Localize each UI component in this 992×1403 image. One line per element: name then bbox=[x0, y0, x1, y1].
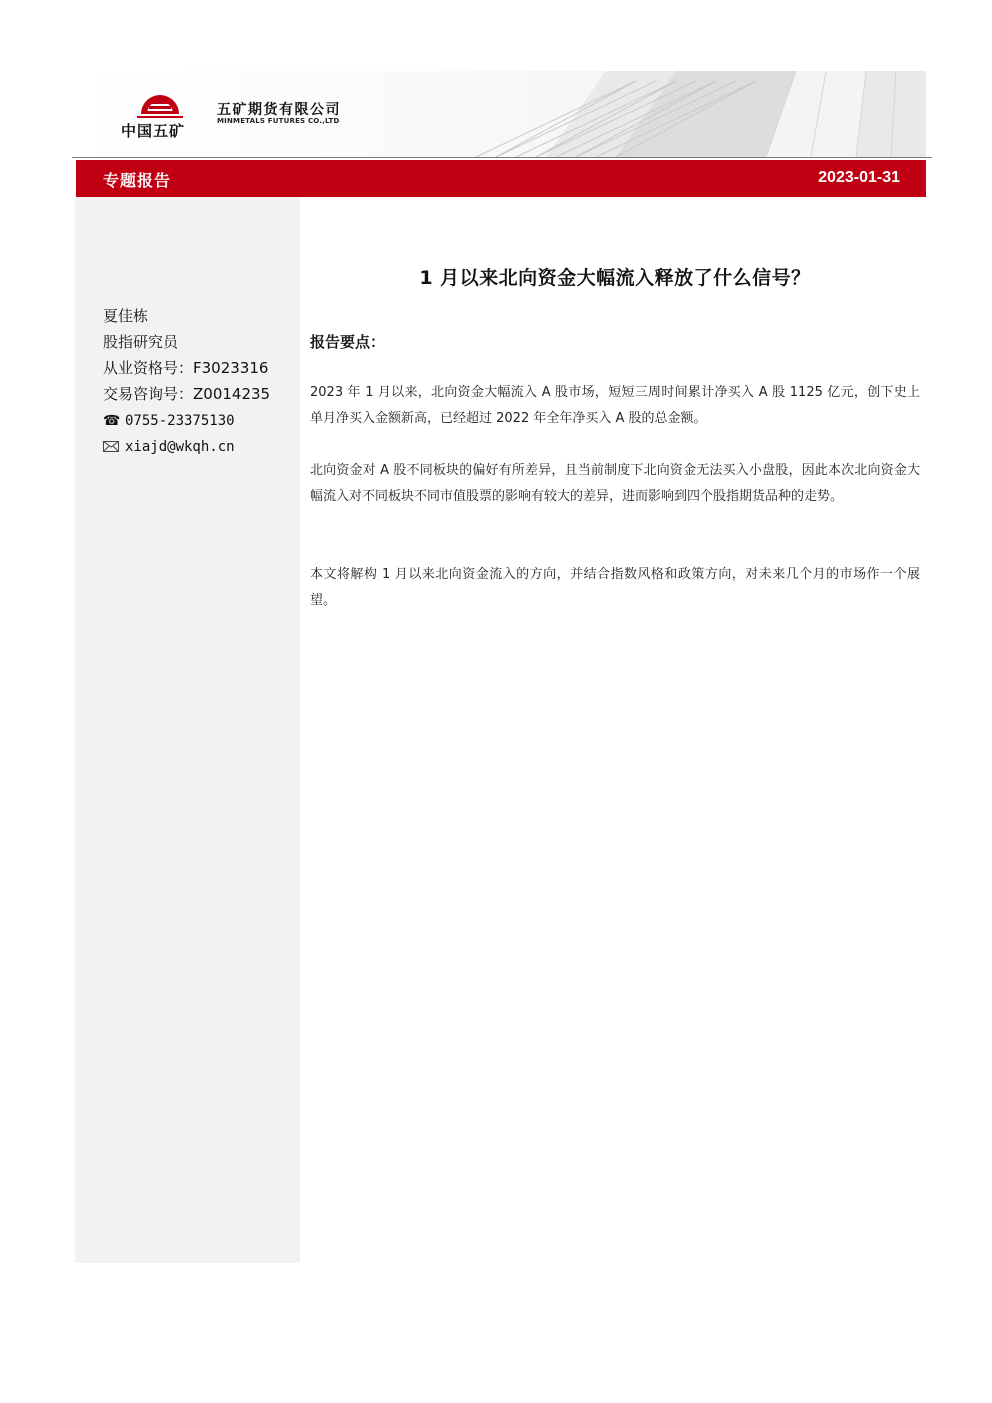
section-heading: 报告要点： bbox=[310, 333, 386, 351]
phone-line bbox=[103, 407, 270, 433]
paragraph-1: 2023 年 1 月以来，北向资金大幅流入 A 股市场，短短三周时间累计净买入 A 股 1125 亿元，创下史上单月净买入金额新高，已经超过 2022 年全年净买入 A 股的总金额。 bbox=[310, 385, 920, 426]
email-line bbox=[103, 433, 270, 459]
phone-number: 0755-23375130 bbox=[125, 413, 235, 429]
author-name: 夏佳栋 bbox=[103, 307, 149, 325]
paragraph-3: 本文将解构 1 月以来北向资金流入的方向，并结合指数风格和政策方向，对未来几个月的市场作一个展望。 bbox=[310, 567, 920, 608]
report-type-label: 专题报告 bbox=[103, 171, 172, 190]
author-role: 股指研究员 bbox=[103, 333, 179, 351]
email-address[interactable]: xiajd@wkqh.cn bbox=[125, 439, 235, 455]
qualification-number: 从业资格号：F3023316 bbox=[103, 359, 269, 377]
author-info bbox=[103, 303, 270, 459]
report-type-bar bbox=[76, 160, 926, 197]
header-banner bbox=[76, 71, 926, 157]
consult-number: 交易咨询号：Z0014235 bbox=[103, 385, 271, 403]
author-sidebar bbox=[75, 197, 300, 1263]
minmetals-logo-icon bbox=[137, 84, 183, 120]
report-date: 2023-01-31 bbox=[818, 169, 900, 186]
group-name: 中国五矿 bbox=[121, 122, 186, 140]
company-name-en: MINMETALS FUTURES CO.,LTD bbox=[217, 117, 340, 125]
report-title: 1 月以来北向资金大幅流入释放了什么信号？ bbox=[419, 267, 811, 289]
company-name-cn: 五矿期货有限公司 bbox=[217, 102, 341, 118]
header-rule bbox=[72, 157, 932, 158]
phone-icon: ☎ bbox=[103, 413, 121, 429]
paragraph-2: 北向资金对 A 股不同板块的偏好有所差异，且当前制度下北向资金无法买入小盘股，因此本次北向资金大幅流入对不同板块不同市值股票的影响有较大的差异，进而影响到四个股指期货品种的走势。 bbox=[310, 463, 920, 504]
building-graphic bbox=[76, 71, 926, 157]
mail-icon bbox=[103, 441, 119, 452]
